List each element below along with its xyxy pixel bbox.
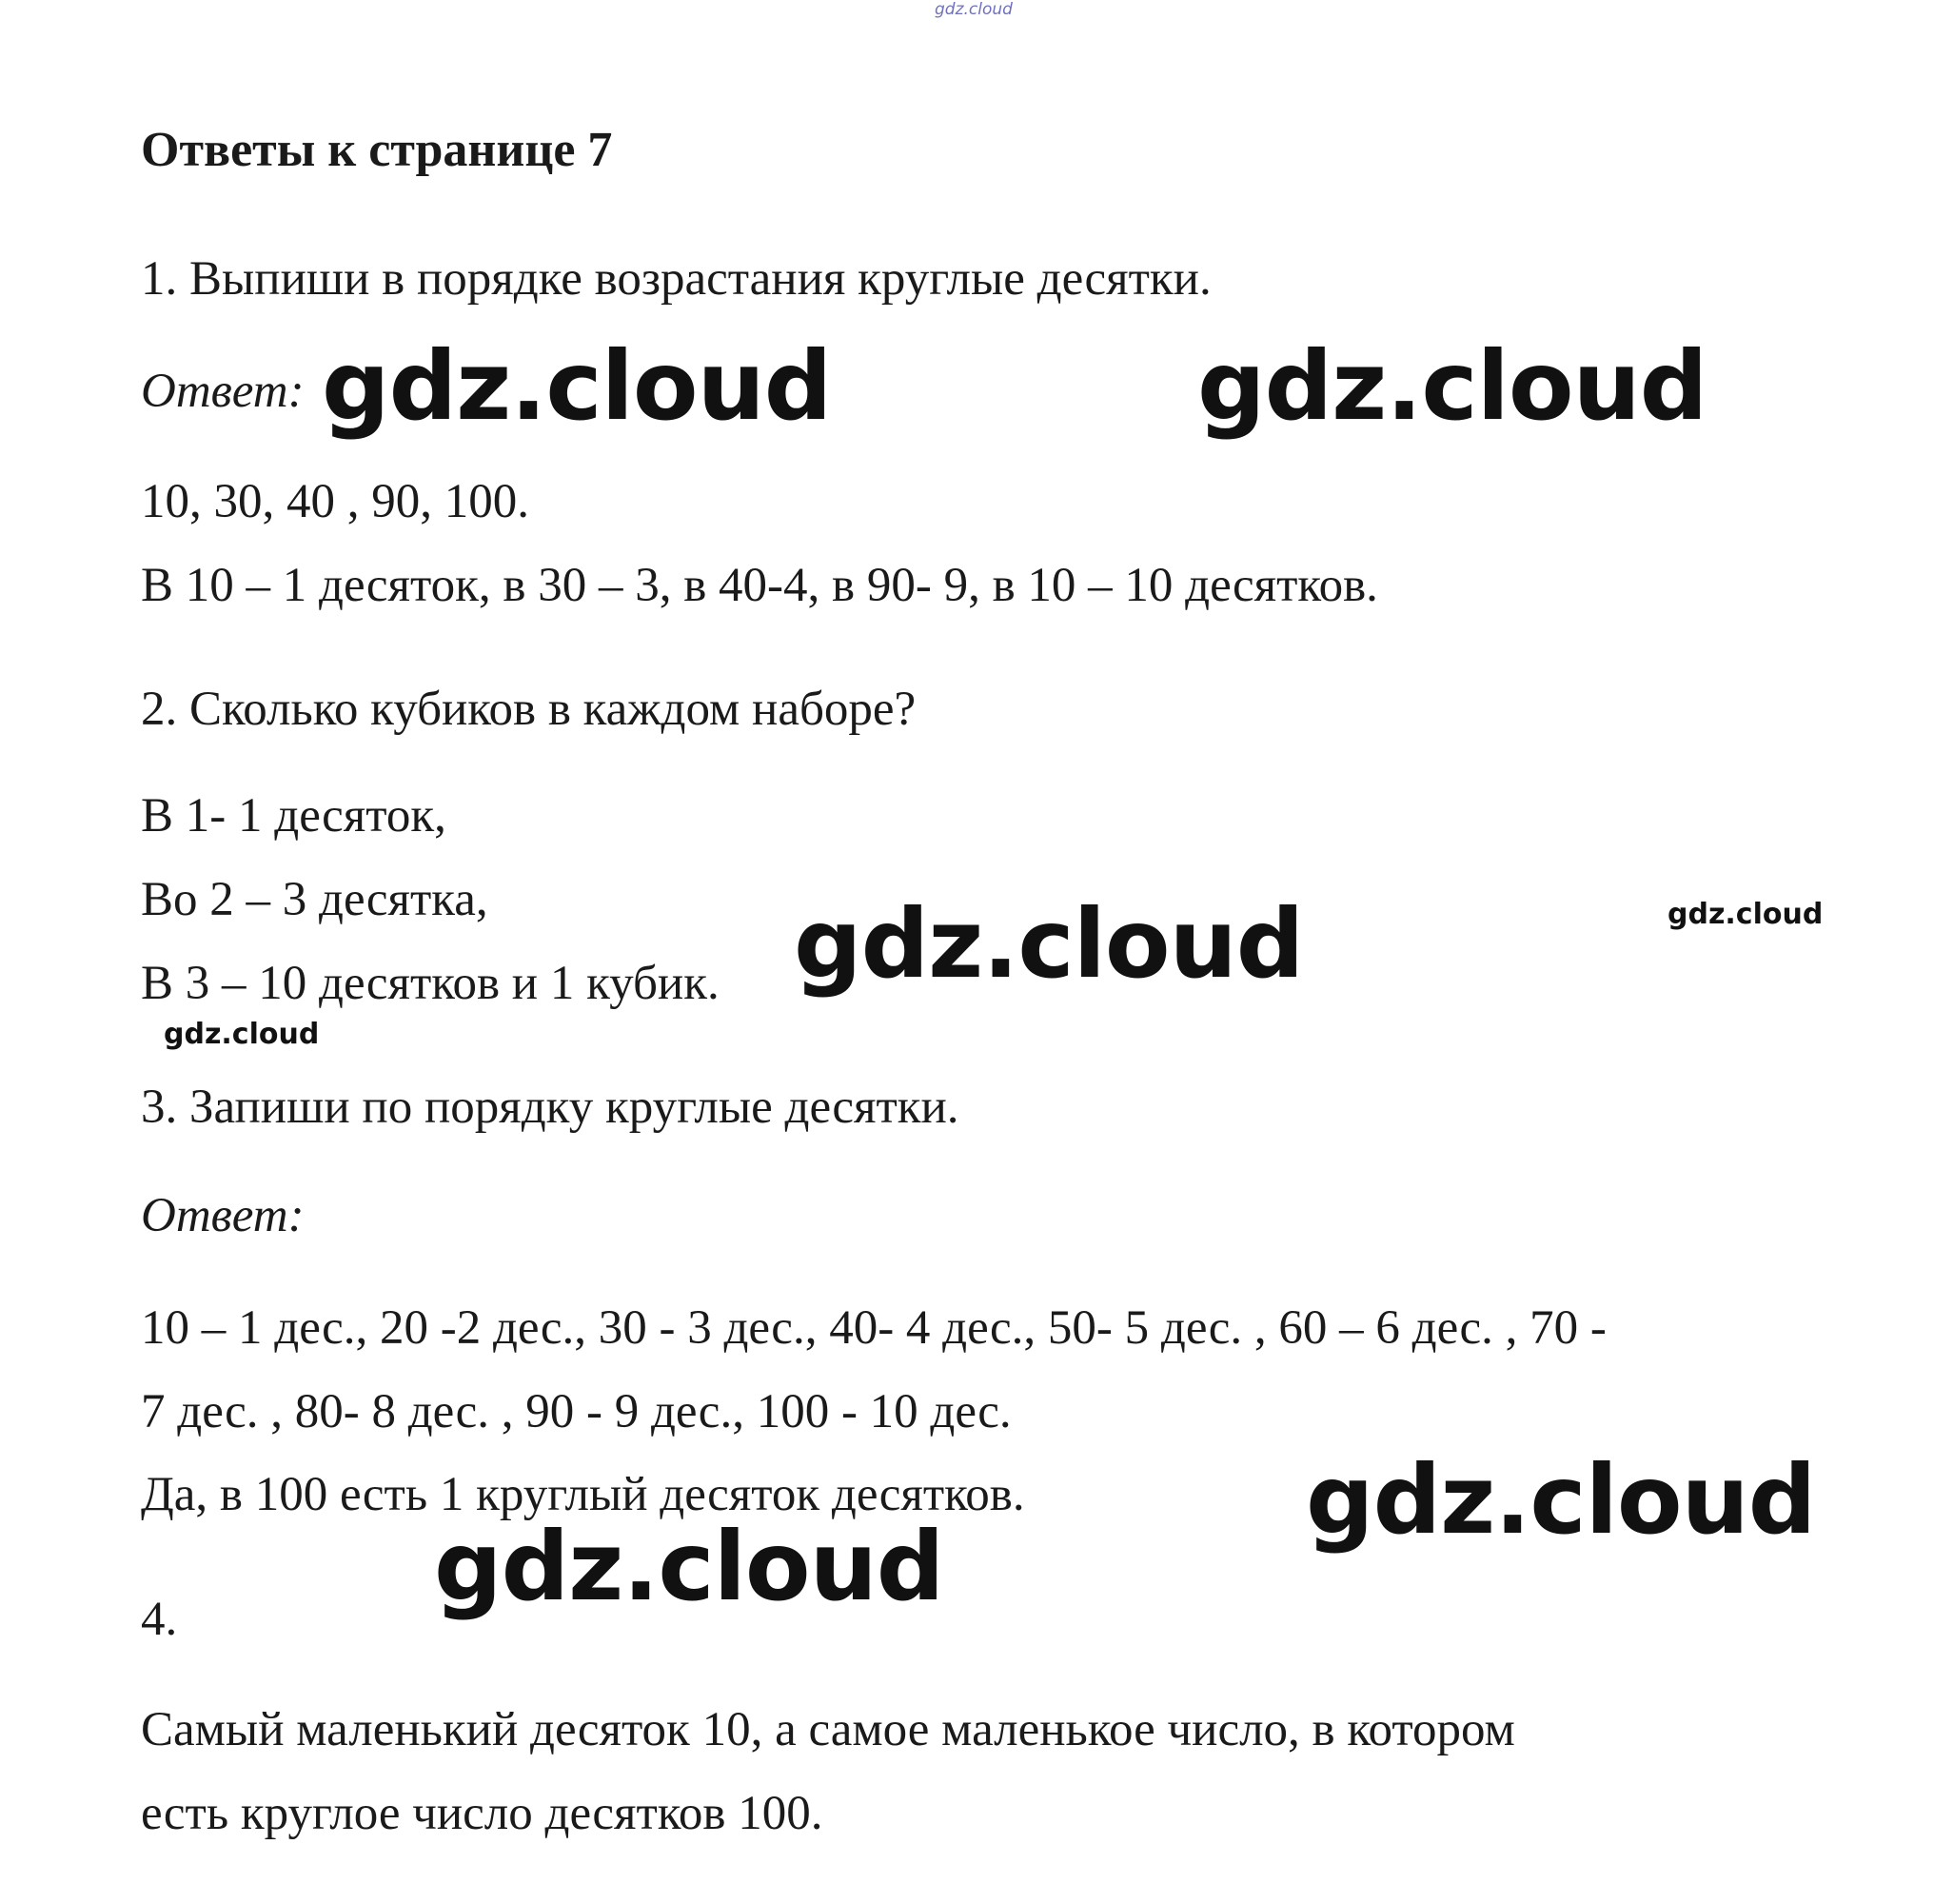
watermark-top: gdz.cloud <box>935 0 1013 19</box>
task-1-question: 1. Выпиши в порядке возрастания круглые десятки. <box>141 252 1212 306</box>
watermark: gdz.cloud <box>1197 330 1707 442</box>
task-3-question: 3. Запиши по порядку круглые десятки. <box>141 1081 959 1134</box>
task-4-line-1: Самый маленький десяток 10, а самое маленькое число, в котором <box>141 1703 1515 1756</box>
watermark: gdz.cloud <box>1306 1444 1816 1556</box>
task-2-question: 2. Сколько кубиков в каждом наборе? <box>141 683 917 736</box>
task-3-answer-label: Ответ: <box>141 1189 305 1242</box>
task-1-answer-label: Ответ: <box>141 365 305 418</box>
watermark: gdz.cloud <box>794 888 1304 1000</box>
task-1-line-1: 10, 30, 40 , 90, 100. <box>141 475 529 528</box>
watermark: gdz.cloud <box>434 1511 944 1622</box>
task-4-question: 4. <box>141 1593 178 1646</box>
task-3-line-3: Да, в 100 есть 1 круглый десяток десятков. <box>141 1468 1025 1521</box>
task-2-line-1: В 1- 1 десяток, <box>141 789 446 843</box>
page-title: Ответы к странице 7 <box>141 123 613 177</box>
task-2-line-3: В 3 – 10 десятков и 1 кубик. <box>141 957 720 1010</box>
task-3-line-1: 10 – 1 дес., 20 -2 дес., 30 - 3 дес., 40- 4 дес., 50- 5 дес. , 60 – 6 дес. , 70 - <box>141 1301 1607 1355</box>
task-2-line-2: Во 2 – 3 десятка, <box>141 873 488 926</box>
watermark: gdz.cloud <box>322 330 832 442</box>
watermark: gdz.cloud <box>164 1018 320 1051</box>
watermark: gdz.cloud <box>1668 898 1824 931</box>
task-3-line-2: 7 дес. , 80- 8 дес. , 90 - 9 дес., 100 - 10 дес. <box>141 1385 1012 1438</box>
task-1-line-2: В 10 – 1 десяток, в 30 – 3, в 40-4, в 90- 9, в 10 – 10 десятков. <box>141 559 1378 612</box>
task-4-line-2: есть круглое число десятков 100. <box>141 1787 823 1840</box>
